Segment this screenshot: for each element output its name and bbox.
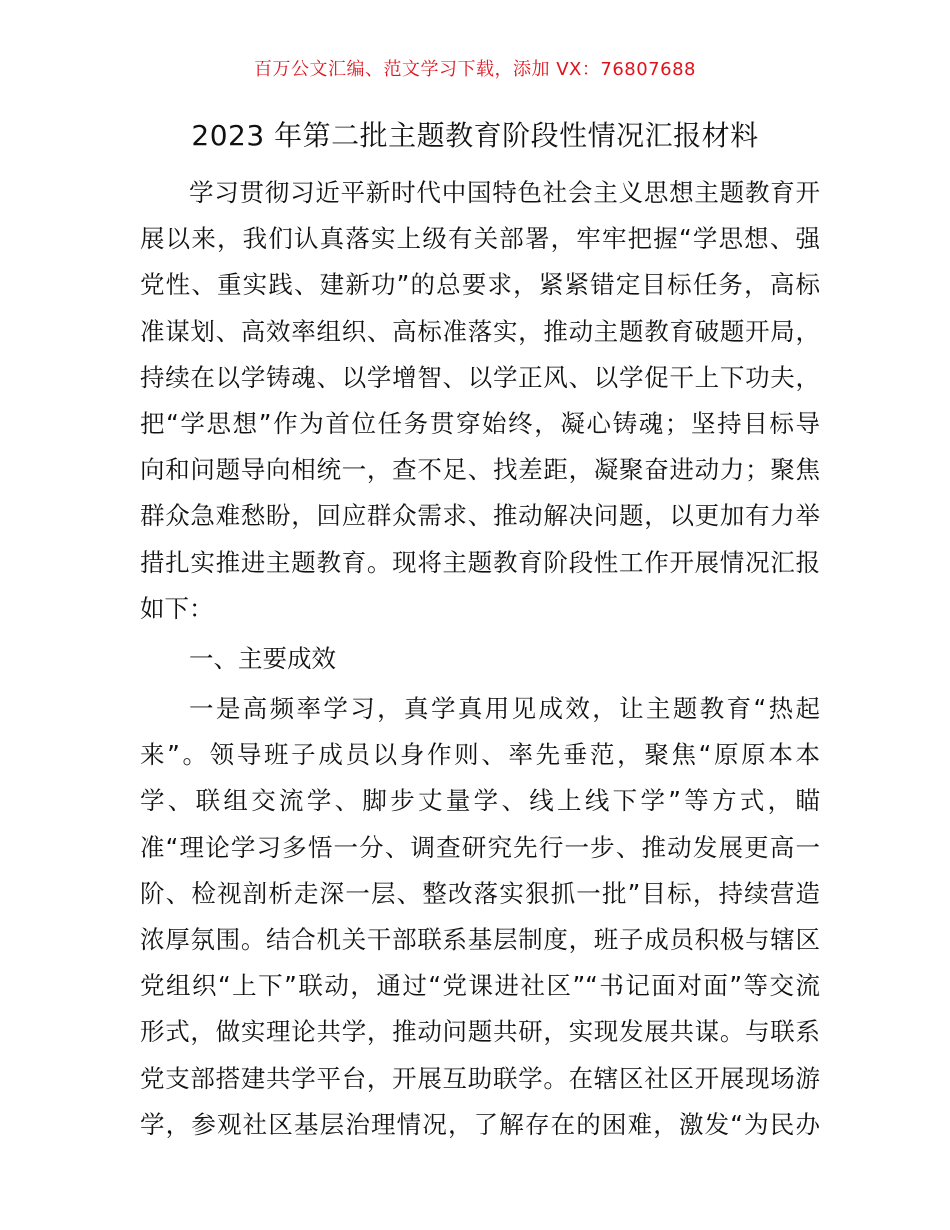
paragraph-line: 党组织“上下”联动，通过“党课进社区”“书记面对面”等交流: [140, 971, 820, 1001]
watermark-banner: 百万公文汇编、范文学习下载，添加 VX：76807688: [254, 59, 696, 80]
paragraph-line: 形式，做实理论共学，推动问题共研，实现发展共谋。与联系: [140, 1017, 820, 1047]
paragraph-line: 展以来，我们认真落实上级有关部署，牢牢把握“学思想、强: [140, 224, 820, 254]
document-body: [140, 170, 820, 1148]
paragraph-line: 阶、检视剖析走深一层、整改落实狠抓一批”目标，持续营造: [140, 878, 820, 908]
paragraph-line: 党支部搭建共学平台，开展互助联学。在辖区社区开展现场游: [140, 1063, 820, 1093]
paragraph-line: 准谋划、高效率组织、高标准落实，推动主题教育破题开局，: [140, 316, 820, 346]
paragraph-line: 把“学思想”作为首位任务贯穿始终，凝心铸魂；坚持目标导: [140, 408, 820, 438]
paragraph-line: 如下：: [140, 593, 214, 623]
paragraph-line: 措扎实推进主题教育。现将主题教育阶段性工作开展情况汇报: [140, 547, 820, 577]
paragraph-line: 浓厚氛围。结合机关干部联系基层制度，班子成员积极与辖区: [140, 925, 820, 954]
intro-paragraph: [140, 170, 820, 632]
section-paragraph: [140, 686, 820, 1148]
paragraph-line: 准“理论学习多悟一分、调查研究先行一步、推动发展更高一: [140, 832, 820, 862]
paragraph-line: 学、联组交流学、脚步丈量学、线上线下学”等方式，瞄: [140, 786, 820, 816]
paragraph-line: 党性、重实践、建新功”的总要求，紧紧错定目标任务，高标: [140, 270, 820, 300]
page-title: 2023 年第二批主题教育阶段性情况汇报材料: [191, 119, 759, 152]
section-heading: 一、主要成效: [189, 643, 336, 673]
paragraph-line: 学习贯彻习近平新时代中国特色社会主义思想主题教育开: [189, 178, 820, 207]
paragraph-line: 来”。领导班子成员以身作则、率先垂范，聚焦“原原本本: [140, 740, 820, 770]
paragraph-line: 向和问题导向相统一，查不足、找差距，凝聚奋进动力；聚焦: [140, 455, 820, 485]
paragraph-line: 学，参观社区基层治理情况，了解存在的困难，激发“为民办: [140, 1109, 820, 1139]
paragraph-line: 群众急难愁盼，回应群众需求、推动解决问题，以更加有力举: [140, 501, 820, 531]
paragraph-line: 一是高频率学习，真学真用见成效，让主题教育“热起: [189, 694, 820, 724]
paragraph-line: 持续在以学铸魂、以学增智、以学正风、以学促干上下功夫，: [140, 362, 820, 392]
